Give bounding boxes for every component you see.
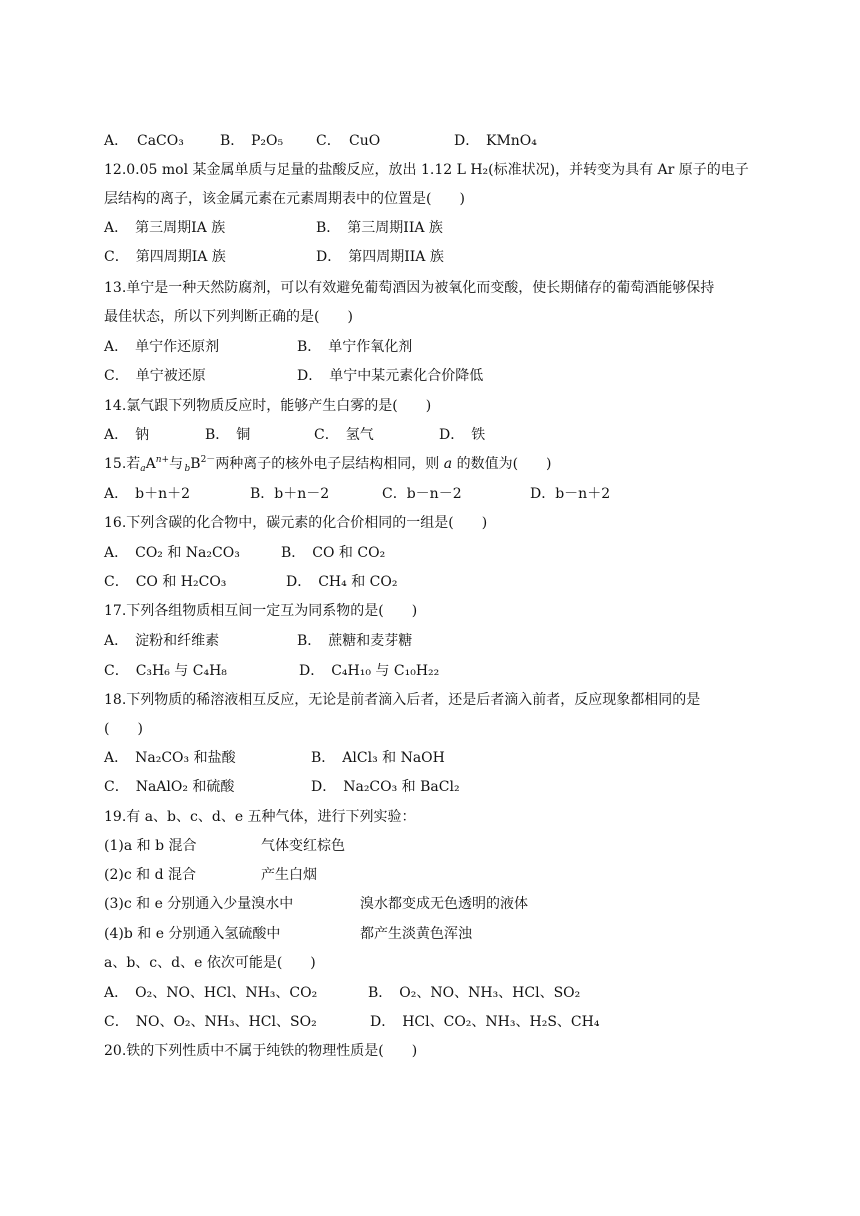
q14-opt-c: C． 氢气	[314, 427, 374, 443]
q17-opt-d: D． C₄H₁₀ 与 C₁₀H₂₂	[299, 663, 440, 679]
q15-opt-c: C．b－n－2	[382, 486, 462, 502]
q11-opt-d-text: KMnO₄	[486, 133, 537, 149]
q17-stem: 17.下列各组物质相互间一定互为同系物的是( )	[104, 603, 418, 619]
q19-exp4-observation: 都产生淡黄色浑浊	[360, 926, 472, 942]
q17-opt-c: C． C₃H₆ 与 C₄H₈	[104, 663, 227, 679]
q19-exp2-action: (2)c 和 d 混合	[104, 867, 196, 883]
q15-stem-suffix-2: 的数值为( )	[452, 456, 552, 472]
q15-stem-variable: a	[443, 456, 453, 472]
q19-exp2-observation: 产生白烟	[261, 867, 317, 883]
q15-stem-suffix-1: 两种离子的核外电子层结构相同，则	[215, 456, 444, 472]
q15-ion2-charge: 2－	[200, 455, 216, 465]
q11-opt-a-label: A．	[104, 133, 129, 149]
q18-opt-a: A． Na₂CO₃ 和盐酸	[104, 750, 236, 766]
q15-opt-a: A． b＋n＋2	[104, 486, 190, 502]
q11-opt-c-text: CuO	[349, 133, 381, 149]
q12-opt-d: D． 第四周期IIA 族	[316, 249, 444, 265]
q12-opt-b: B． 第三周期IIA 族	[316, 220, 443, 236]
q13-stem-line1: 13.单宁是一种天然防腐剂，可以有效避免葡萄酒因为被氧化而变酸，使长期储存的葡萄酒能够保持	[104, 280, 715, 296]
q19-exp3-observation: 溴水都变成无色透明的液体	[360, 896, 528, 912]
q15-opt-d: D．b－n＋2	[530, 486, 611, 502]
q15-opt-b: B．b＋n－2	[250, 486, 330, 502]
q11-opt-d-label: D．	[454, 133, 480, 149]
q14-opt-a: A． 钠	[104, 427, 150, 443]
q14-stem: 14.氯气跟下列物质反应时，能够产生白雾的是( )	[104, 398, 432, 414]
q15-stem-mid: 与	[169, 456, 184, 472]
q15-stem	[104, 454, 764, 474]
q17-opt-b: B． 蔗糖和麦芽糖	[297, 633, 413, 649]
q12-stem-line2: 层结构的离子，该金属元素在元素周期表中的位置是( )	[104, 191, 465, 207]
q13-opt-b: B． 单宁作氧化剂	[297, 339, 413, 355]
q16-stem: 16.下列含碳的化合物中，碳元素的化合价相同的一组是( )	[104, 515, 488, 531]
q11-opt-b-text: P₂O₅	[251, 133, 284, 149]
q19-opt-d: D． HCl、CO₂、NH₃、H₂S、CH₄	[370, 1014, 600, 1030]
q14-opt-d: D． 铁	[439, 427, 486, 443]
q11-opt-c-label: C．	[316, 133, 341, 149]
q18-opt-d: D． Na₂CO₃ 和 BaCl₂	[311, 779, 460, 795]
q15-ion2-symbol: B	[190, 456, 201, 472]
q16-opt-b: B． CO 和 CO₂	[281, 545, 386, 561]
q12-stem-line1: 12.0.05 mol 某金属单质与足量的盐酸反应，放出 1.12 L H₂(标准状况)，并转变为具有 Ar 原子的电子	[104, 162, 749, 178]
q18-opt-c: C． NaAlO₂ 和硫酸	[104, 779, 235, 795]
q19-exp4-action: (4)b 和 e 分别通入氢硫酸中	[104, 926, 281, 942]
q19-exp1-observation: 气体变红棕色	[261, 838, 345, 854]
q19-stem: 19.有 a、b、c、d、e 五种气体，进行下列实验：	[104, 809, 416, 825]
q13-stem-line2: 最佳状态，所以下列判断正确的是( )	[104, 309, 353, 325]
q16-opt-d: D． CH₄ 和 CO₂	[286, 574, 398, 590]
q17-opt-a: A． 淀粉和纤维素	[104, 633, 220, 649]
q12-opt-a: A． 第三周期IA 族	[104, 220, 226, 236]
q13-opt-c: C． 单宁被还原	[104, 368, 206, 384]
q13-opt-d: D． 单宁中某元素化合价降低	[297, 368, 484, 384]
q19-opt-b: B． O₂、NO、NH₃、HCl、SO₂	[368, 985, 581, 1001]
q19-exp1-action: (1)a 和 b 混合	[104, 838, 197, 854]
q12-opt-c: C． 第四周期IA 族	[104, 249, 226, 265]
q14-opt-b: B． 铜	[205, 427, 251, 443]
q16-opt-c: C． CO 和 H₂CO₃	[104, 574, 227, 590]
q19-opt-a: A． O₂、NO、HCl、NH₃、CO₂	[104, 985, 318, 1001]
q18-stem-line1: 18.下列物质的稀溶液相互反应，无论是前者滴入后者，还是后者滴入前者，反应现象都相同的是	[104, 692, 701, 708]
q20-stem: 20.铁的下列性质中不属于纯铁的物理性质是( )	[104, 1043, 418, 1059]
q18-stem-line2: ( )	[104, 721, 143, 737]
q15-ion1-charge: n+	[155, 455, 170, 465]
q13-opt-a: A． 单宁作还原剂	[104, 339, 220, 355]
q19-exp3-action: (3)c 和 e 分别通入少量溴水中	[104, 896, 294, 912]
q15-ion1-atomic-number: a	[140, 464, 146, 474]
q16-opt-a: A． CO₂ 和 Na₂CO₃	[104, 545, 240, 561]
q15-ion2-atomic-number: b	[184, 464, 191, 474]
q15-ion1-symbol: A	[145, 456, 156, 472]
q11-opt-a-text: CaCO₃	[137, 133, 184, 149]
q15-stem-prefix: 15.若	[104, 456, 141, 472]
q19-opt-c: C． NO、O₂、NH₃、HCl、SO₂	[104, 1014, 317, 1030]
q19-question: a、b、c、d、e 依次可能是( )	[104, 955, 316, 971]
q18-opt-b: B． AlCl₃ 和 NaOH	[311, 750, 445, 766]
q11-opt-b-label: B．	[220, 133, 245, 149]
